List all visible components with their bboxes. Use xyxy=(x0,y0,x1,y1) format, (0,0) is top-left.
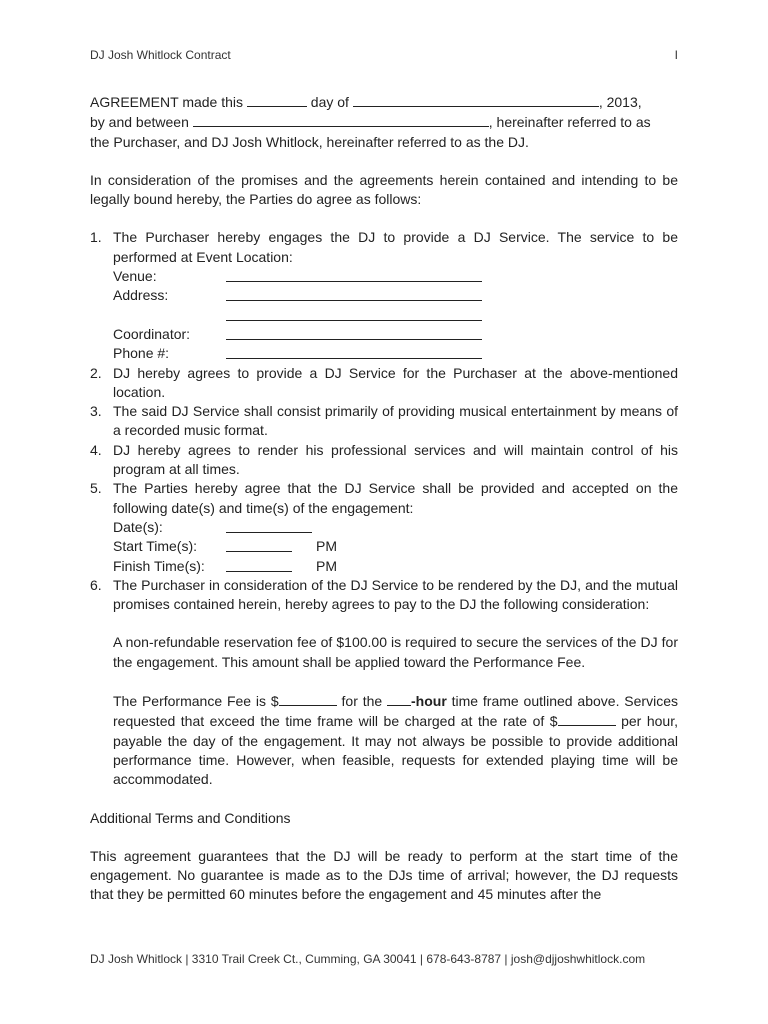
intro-text: , 2013, xyxy=(598,94,642,110)
perf-text: for the xyxy=(336,693,388,710)
phone-field[interactable] xyxy=(226,344,482,359)
reservation-fee-paragraph: A non-refundable reservation fee of $100.00 is required to secure the services of the DJ for the engagement. This amount shall be applied toward the Performance Fee. xyxy=(113,634,678,670)
contract-body xyxy=(90,92,678,905)
intro-text: AGREEMENT made this xyxy=(90,94,244,110)
item-text: The Purchaser in consideration of the DJ Service to be rendered by the DJ, and the mutual promises contained herein, hereby agrees to pay to the DJ the following consideration: xyxy=(113,576,678,613)
list-item xyxy=(90,441,678,480)
phone-label: Phone #: xyxy=(113,345,170,362)
item-text: The Parties hereby agree that the DJ Service shall be provided and accepted on the following date(s) and time(s) of the engagement: xyxy=(113,480,678,516)
list-item xyxy=(90,479,678,575)
item-number: 4. xyxy=(90,441,102,458)
coordinator-field[interactable] xyxy=(226,325,482,340)
list-item xyxy=(90,228,678,363)
start-pm: PM xyxy=(316,538,337,555)
item-number: 5. xyxy=(90,480,102,497)
item-text: The Purchaser hereby engages the DJ to provide a DJ Service. The service to be performed at Event Location: xyxy=(113,229,678,265)
address-label: Address: xyxy=(113,287,169,304)
fee-blank[interactable] xyxy=(279,691,337,706)
list-item xyxy=(90,576,678,790)
intro-text: the Purchaser, and DJ Josh Whitlock, hereinafter referred to as the DJ. xyxy=(90,133,529,150)
finish-time-label: Finish Time(s): xyxy=(113,557,205,574)
header-title: DJ Josh Whitlock Contract xyxy=(90,48,231,62)
page-number: I xyxy=(674,48,678,62)
start-time-label: Start Time(s): xyxy=(113,538,198,555)
dates-field[interactable] xyxy=(226,518,312,533)
intro-text: day of xyxy=(310,94,349,110)
additional-terms-heading: Additional Terms and Conditions xyxy=(90,809,291,826)
engagement-time-fields xyxy=(113,518,678,576)
finish-pm: PM xyxy=(316,557,337,574)
consideration-paragraph: In consideration of the promises and the agreements herein contained and intending to be legally bound hereby, the Parties do agree as follows: xyxy=(90,171,678,208)
page-footer: DJ Josh Whitlock | 3310 Trail Creek Ct., Cumming, GA 30041 | 678-643-8787 | josh@djjoshwhitlock.com xyxy=(90,952,646,966)
hour-label: -hour xyxy=(411,693,447,710)
intro-text: , hereinafter referred to as xyxy=(488,114,651,131)
item-number: 6. xyxy=(90,576,102,593)
venue-label: Venue: xyxy=(113,268,157,285)
intro-text: by and between xyxy=(90,114,189,131)
perf-text: time frame outlined above. Services requested that exceed the time frame will be charged at the rate of $ xyxy=(113,693,678,730)
hours-blank[interactable] xyxy=(387,691,411,706)
coordinator-label: Coordinator: xyxy=(113,325,191,342)
item-number: 2. xyxy=(90,364,102,381)
event-location-fields xyxy=(113,267,678,363)
page-header xyxy=(90,48,678,62)
venue-field[interactable] xyxy=(226,267,482,282)
rate-blank[interactable] xyxy=(558,711,616,726)
additional-terms-paragraph: This agreement guarantees that the DJ will be ready to perform at the start time of the engagement. No guarantee is made as to the DJs time of arrival; however, the DJ requests that they be permitted 60 minutes before the engagement and 45 minutes after the xyxy=(90,847,678,903)
dates-label: Date(s): xyxy=(113,518,163,535)
day-blank xyxy=(247,92,307,107)
perf-text: The Performance Fee is $ xyxy=(113,693,279,710)
terms-list xyxy=(90,228,678,789)
start-time-field[interactable] xyxy=(226,537,292,552)
item-text: The said DJ Service shall consist primarily of providing musical entertainment by means of a recorded music format. xyxy=(113,403,678,439)
address-field-1[interactable] xyxy=(226,286,482,301)
list-item xyxy=(90,364,678,403)
item-number: 1. xyxy=(90,229,102,246)
finish-time-field[interactable] xyxy=(226,557,292,572)
item-text: DJ hereby agrees to provide a DJ Service for the Purchaser at the above-mentioned location. xyxy=(113,364,678,400)
item-number: 3. xyxy=(90,403,102,420)
agreement-intro xyxy=(90,92,678,152)
perf-text: per hour, payable the day of the engagement. It may not always be possible to provide additional performance time. However, when feasible, requests for extended playing time will be accommodated. xyxy=(113,713,678,788)
purchaser-blank xyxy=(193,112,489,127)
item-text: DJ hereby agrees to render his professional services and will maintain control of his program at all times. xyxy=(113,441,678,478)
month-blank xyxy=(353,92,599,107)
address-field-2[interactable] xyxy=(226,306,482,321)
performance-fee-paragraph xyxy=(113,691,678,789)
list-item xyxy=(90,402,678,441)
